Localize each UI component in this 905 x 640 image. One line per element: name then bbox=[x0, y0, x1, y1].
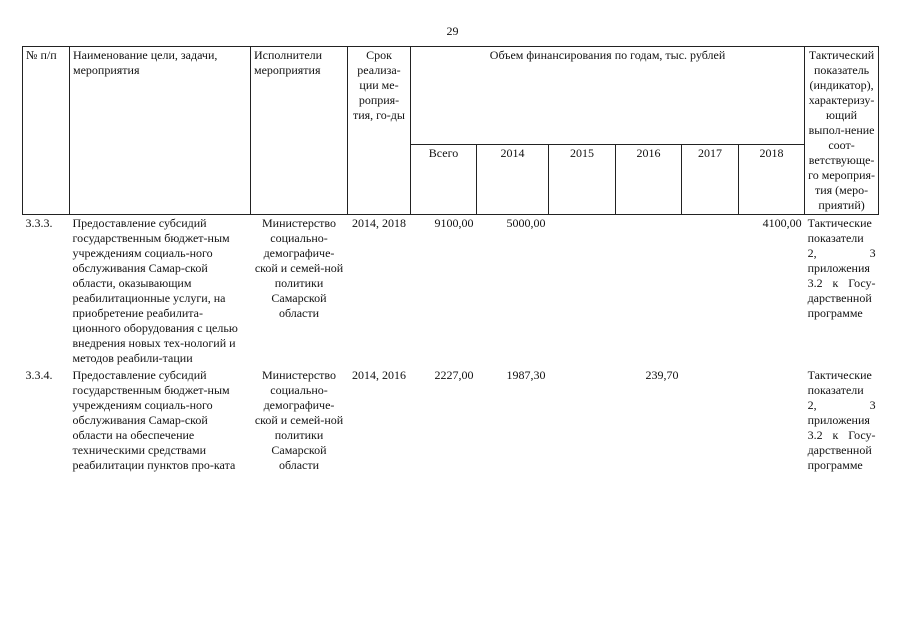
row-term: 2014, 2016 bbox=[352, 368, 406, 382]
table-row bbox=[23, 367, 879, 474]
row-executor: Министерство социально-демографиче-ской и семей-ной политики Самарской области bbox=[254, 216, 344, 320]
row-total: 2227,00 bbox=[434, 368, 474, 382]
row-total: 9100,00 bbox=[434, 216, 474, 230]
header-indicator: Тактический показатель (индикатор), характеризу-ющий выпол-нение соот-ветствующе-го мероприя-тия (меро-приятий) bbox=[805, 47, 879, 215]
header-executors: Исполнители мероприятия bbox=[251, 47, 348, 215]
row-executor: Министерство социально-демографиче-ской и семей-ной политики Самарской области bbox=[254, 368, 344, 472]
header-term: Срок реализа-ции ме-роприя-тия, го-ды bbox=[348, 47, 411, 215]
row-indicator: Тактические показатели 2, 3 приложения 3.2 к Госу-дарственной программе bbox=[807, 368, 876, 472]
row-2016 bbox=[616, 215, 682, 368]
row-2014: 5000,00 bbox=[506, 216, 546, 230]
row-2014: 1987,30 bbox=[506, 368, 546, 382]
page-number: 29 bbox=[446, 24, 459, 38]
row-2018: 4100,00 bbox=[762, 216, 802, 230]
row-name: Предоставление субсидий государственным бюджет-ным учреждениям социаль-ного обслуживания Самар-ской области, оказывающим реабилитационные услуги, на приобретение реабилита-ционного оборудования с целью внедрения новых тех-нологий и методов реабили-тации bbox=[72, 216, 238, 365]
header-num: № п/п bbox=[23, 47, 70, 215]
header-year-2018: 2018 bbox=[739, 144, 805, 214]
header-name: Наименование цели, задачи, мероприятия bbox=[70, 47, 251, 215]
row-2017 bbox=[682, 215, 739, 368]
row-2018 bbox=[739, 367, 805, 474]
program-table bbox=[22, 46, 879, 474]
row-indicator: Тактические показатели 2, 3 приложения 3.2 к Госу-дарственной программе bbox=[807, 216, 876, 320]
header-row-top bbox=[23, 47, 879, 145]
row-num: 3.3.4. bbox=[25, 368, 53, 382]
row-2016: 239,70 bbox=[645, 368, 679, 382]
header-year-2014: 2014 bbox=[477, 144, 549, 214]
row-name: Предоставление субсидий государственным бюджет-ным учреждениям социаль-ного обслуживания Самар-ской области на обеспечение техническими средствами реабилитации пунктов про-ката bbox=[72, 368, 236, 472]
row-term: 2014, 2018 bbox=[352, 216, 406, 230]
header-funding: Объем финансирования по годам, тыс. рублей bbox=[411, 47, 805, 145]
table-row bbox=[23, 215, 879, 368]
header-year-total: Всего bbox=[411, 144, 477, 214]
row-2015 bbox=[549, 215, 616, 368]
row-2015 bbox=[549, 367, 616, 474]
header-year-2017: 2017 bbox=[682, 144, 739, 214]
row-2017 bbox=[682, 367, 739, 474]
header-year-2015: 2015 bbox=[549, 144, 616, 214]
row-num: 3.3.3. bbox=[25, 216, 53, 230]
header-year-2016: 2016 bbox=[616, 144, 682, 214]
